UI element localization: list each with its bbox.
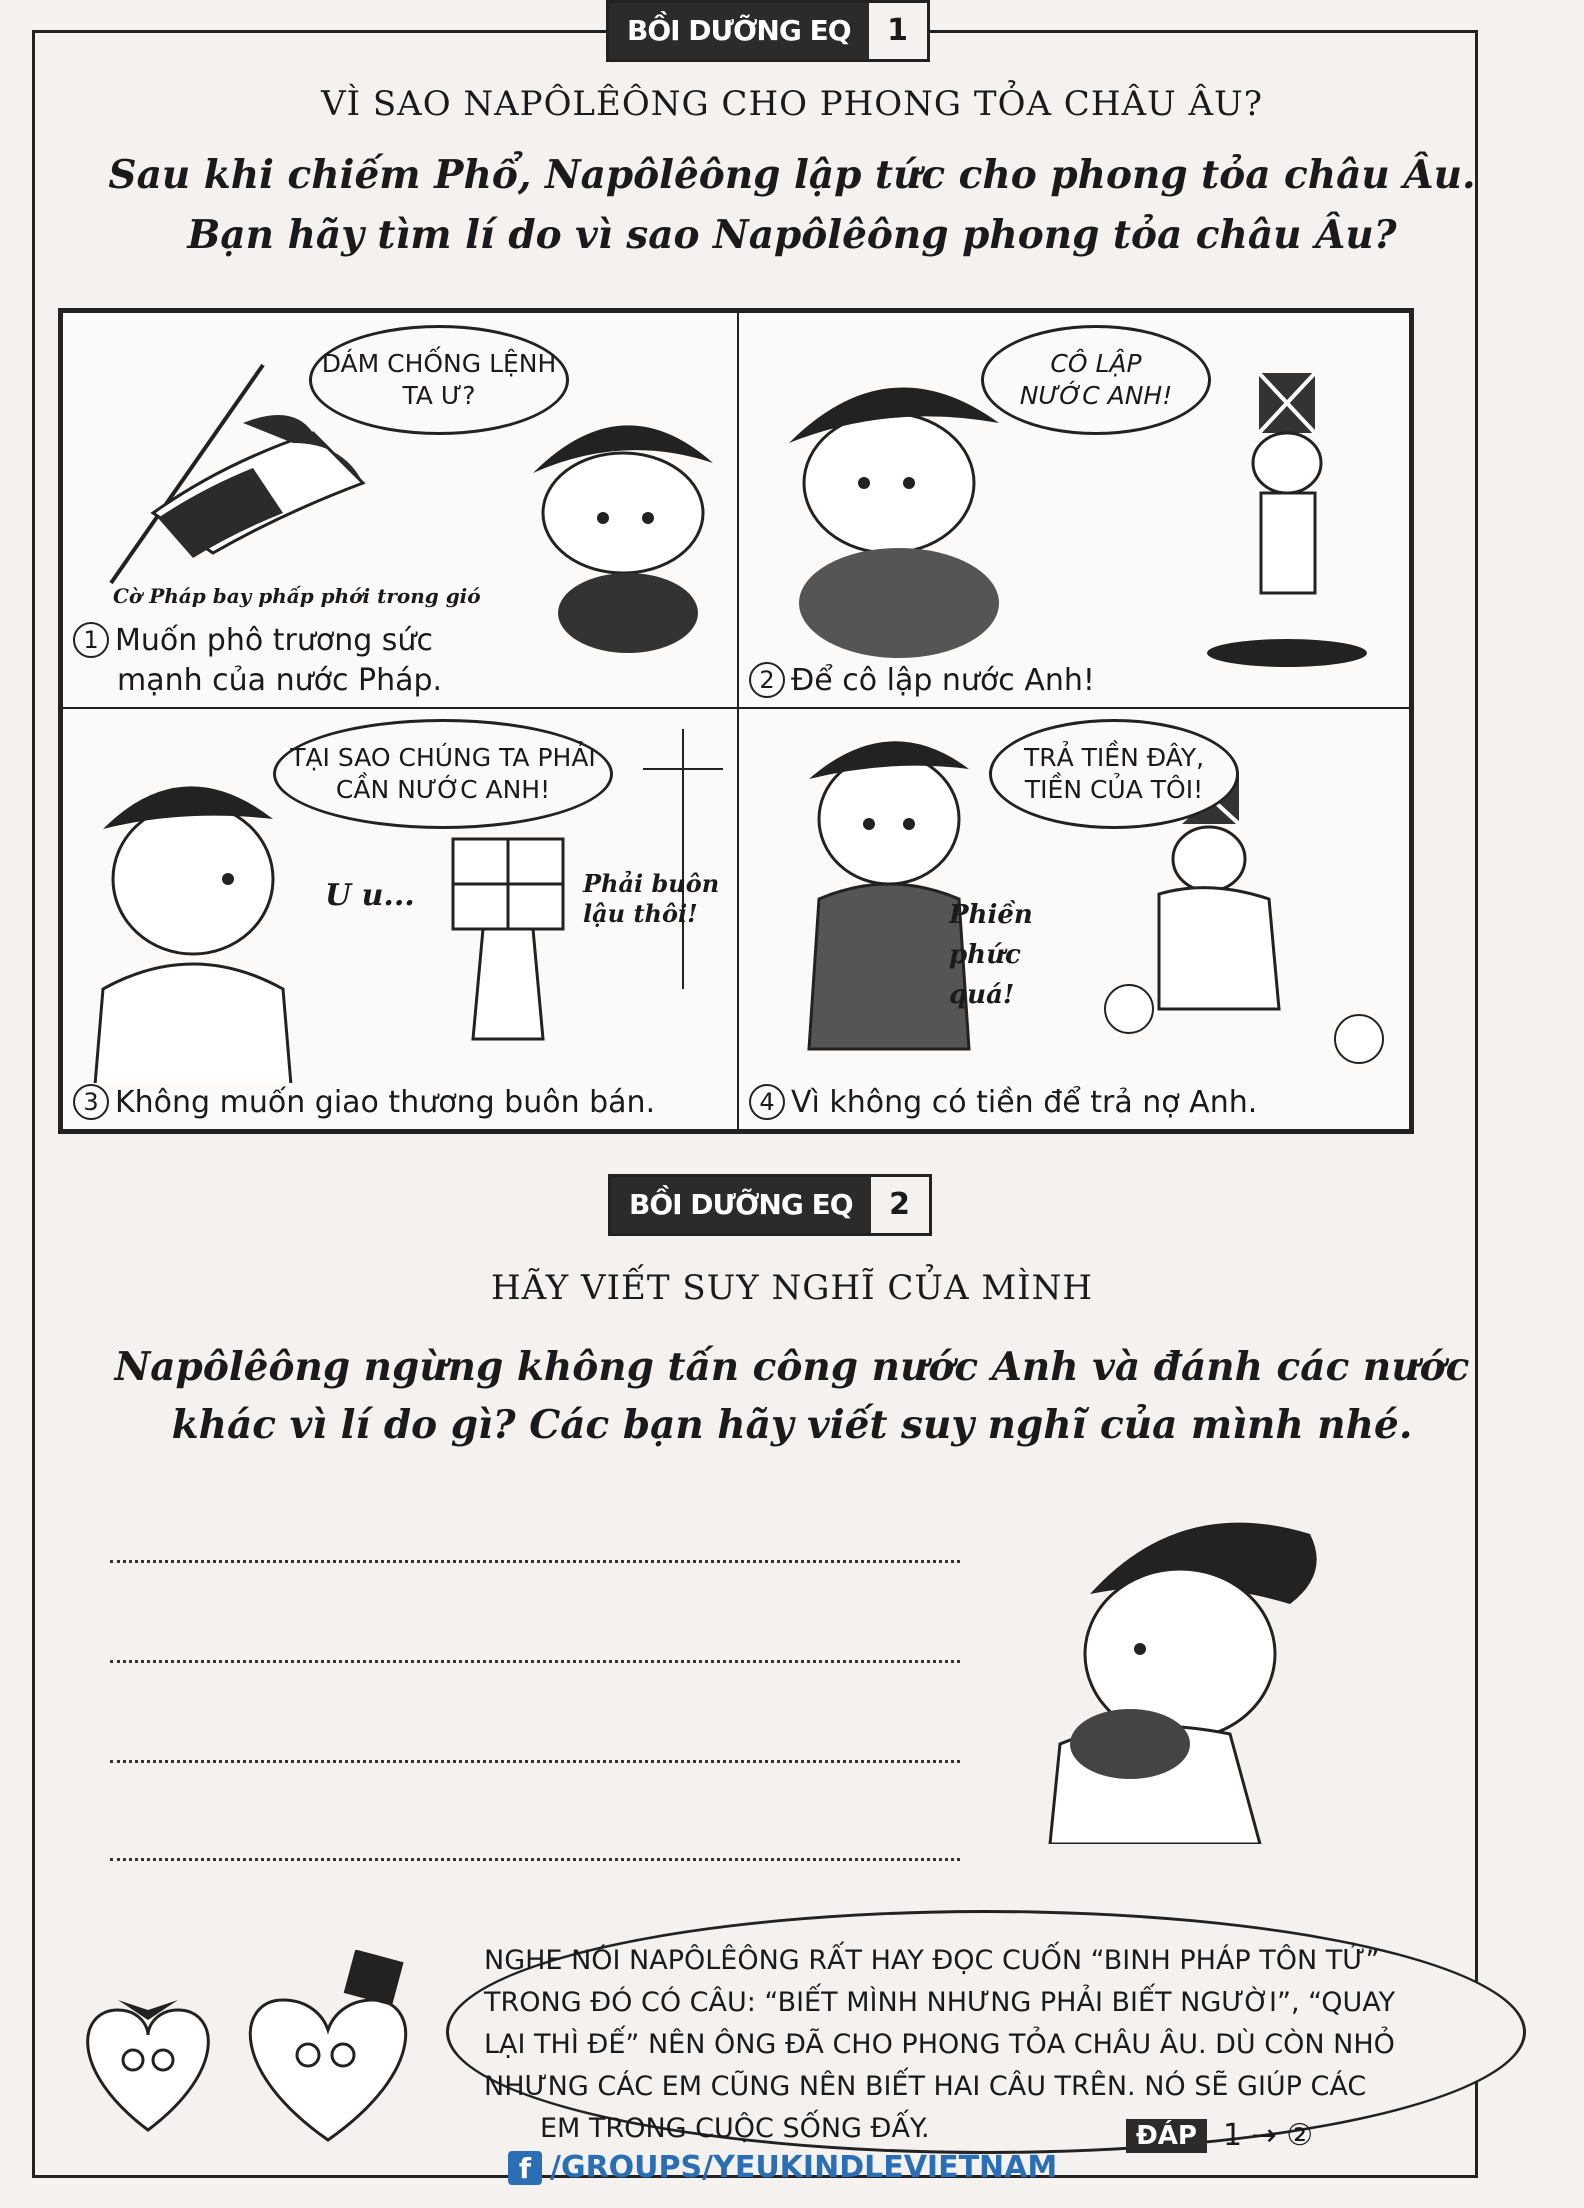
answer-key bbox=[1126, 2118, 1313, 2153]
panel4-sfx-line1: Phiền bbox=[949, 900, 1033, 930]
panel2-caption bbox=[749, 661, 1101, 701]
comic-grid bbox=[58, 308, 1414, 1134]
panel3-caption-line1: Không muốn giao thương buôn bán. bbox=[115, 1085, 656, 1120]
panel4-bubble-line2: TIỀN CỦA TÔI! bbox=[1024, 775, 1204, 804]
panel2-bubble-line1: CÔ LẬP bbox=[1050, 349, 1142, 378]
answer-value: 1 → ② bbox=[1222, 2118, 1314, 2153]
panel1-bubble-line1: DÁM CHỐNG LỆNH bbox=[321, 349, 557, 378]
final-note-line4: NHƯNG CÁC EM CŨNG NÊN BIẾT HAI CÂU TRÊN. NÓ SẼ GIÚP CÁC bbox=[484, 2071, 1367, 2102]
panel1-caption bbox=[73, 621, 448, 701]
panel2-caption-line1: Để cô lập nước Anh! bbox=[791, 663, 1095, 698]
answer-line-3[interactable] bbox=[110, 1760, 960, 1763]
answer-line-1[interactable] bbox=[110, 1560, 960, 1563]
comic-panel-2 bbox=[737, 311, 1411, 709]
panel1-caption-line2: mạnh của nước Pháp. bbox=[117, 663, 443, 698]
panel2-bubble-line2: NƯỚC ANH! bbox=[1019, 381, 1173, 410]
panel4-caption bbox=[749, 1083, 1263, 1123]
panel3-sfx-smuggle bbox=[583, 869, 719, 929]
panel1-bubble-line2: TA Ư? bbox=[402, 381, 476, 410]
panel3-number: 3 bbox=[73, 1084, 109, 1120]
panel4-caption-line1: Vì không có tiền để trả nợ Anh. bbox=[791, 1085, 1258, 1120]
answer-line-2[interactable] bbox=[110, 1660, 960, 1663]
panel1-number: 1 bbox=[73, 622, 109, 658]
panel4-sfx bbox=[949, 895, 1033, 1015]
section2-badge bbox=[608, 1174, 932, 1236]
panel4-bubble-line1: TRẢ TIỀN ĐÂY, bbox=[1023, 743, 1205, 772]
answer-line-4[interactable] bbox=[110, 1858, 960, 1861]
panel3-sfx-smuggle-line2: lậu thôi! bbox=[583, 899, 698, 928]
section2-question-line1: Napôlêông ngừng không tấn công nước Anh và đánh các nước bbox=[114, 1344, 1470, 1390]
final-note-line1: NGHE NÓI NAPÔLÊÔNG RẤT HAY ĐỌC CUỐN “BINH PHÁP TÔN TỬ” bbox=[484, 1945, 1380, 1976]
panel3-sfx-smuggle-line1: Phải buôn bbox=[583, 869, 720, 898]
panel4-sfx-line2: phức bbox=[949, 940, 1021, 970]
final-note-text bbox=[484, 1940, 1494, 2150]
section1-badge-number: 1 bbox=[887, 13, 908, 48]
section2-badge-number: 2 bbox=[889, 1187, 910, 1222]
panel4-speech-bubble bbox=[989, 719, 1239, 829]
section1-question-line2: Bạn hãy tìm lí do vì sao Napôlêông phong tỏa châu Âu? bbox=[187, 212, 1397, 258]
panel2-speech-bubble bbox=[981, 325, 1211, 435]
facebook-icon: f bbox=[508, 2151, 542, 2185]
panel3-bubble-line1: TẠI SAO CHÚNG TA PHẢI bbox=[290, 743, 596, 772]
final-note-line5: EM TRONG CUỘC SỐNG ĐẤY. bbox=[540, 2113, 930, 2144]
heart-mascots-illustration bbox=[58, 1950, 438, 2150]
section1-badge bbox=[606, 0, 930, 62]
panel2-number: 2 bbox=[749, 662, 785, 698]
panel4-number: 4 bbox=[749, 1084, 785, 1120]
panel3-sfx-groan: U u... bbox=[325, 878, 415, 913]
footer-link[interactable] bbox=[508, 2150, 1057, 2185]
panel3-bubble-line2: CẦN NƯỚC ANH! bbox=[335, 775, 551, 804]
panel4-sfx-line3: quá! bbox=[949, 980, 1015, 1010]
section1-badge-label: BỒI DƯỠNG EQ bbox=[609, 3, 869, 59]
panel1-caption-line1: Muốn phô trương sức bbox=[115, 623, 433, 658]
final-note-line2: TRONG ĐÓ CÓ CÂU: “BIẾT MÌNH NHƯNG PHẢI BIẾT NGƯỜI”, “QUAY bbox=[484, 1987, 1396, 2018]
panel3-caption bbox=[73, 1083, 661, 1123]
panel1-flag-caption: Cờ Pháp bay phấp phới trong gió bbox=[113, 584, 481, 608]
section1-heading: VÌ SAO NAPÔLÊÔNG CHO PHONG TỎA CHÂU ÂU? bbox=[321, 84, 1263, 124]
section2-heading: HÃY VIẾT SUY NGHĨ CỦA MÌNH bbox=[490, 1268, 1094, 1308]
comic-panel-1 bbox=[61, 311, 739, 709]
section1-question-line1: Sau khi chiếm Phổ, Napôlêông lập tức cho phong tỏa châu Âu. bbox=[108, 152, 1476, 198]
napoleon-illustration bbox=[1030, 1474, 1360, 1844]
footer-text: /GROUPS/YEUKINDLEVIETNAM bbox=[550, 2150, 1058, 2185]
section2-badge-label: BỒI DƯỠNG EQ bbox=[611, 1177, 871, 1233]
panel3-speech-bubble bbox=[273, 719, 613, 829]
final-note-line3: LẠI THÌ ĐẾ” NÊN ÔNG ĐÃ CHO PHONG TỎA CHÂU ÂU. DÙ CÒN NHỎ bbox=[484, 2029, 1395, 2060]
answer-label: ĐÁP bbox=[1126, 2119, 1207, 2153]
panel1-speech-bubble bbox=[309, 325, 569, 435]
comic-panel-4 bbox=[737, 707, 1411, 1131]
comic-panel-3 bbox=[61, 707, 739, 1131]
section2-question-line2: khác vì lí do gì? Các bạn hãy viết suy nghĩ của mình nhé. bbox=[171, 1402, 1413, 1448]
